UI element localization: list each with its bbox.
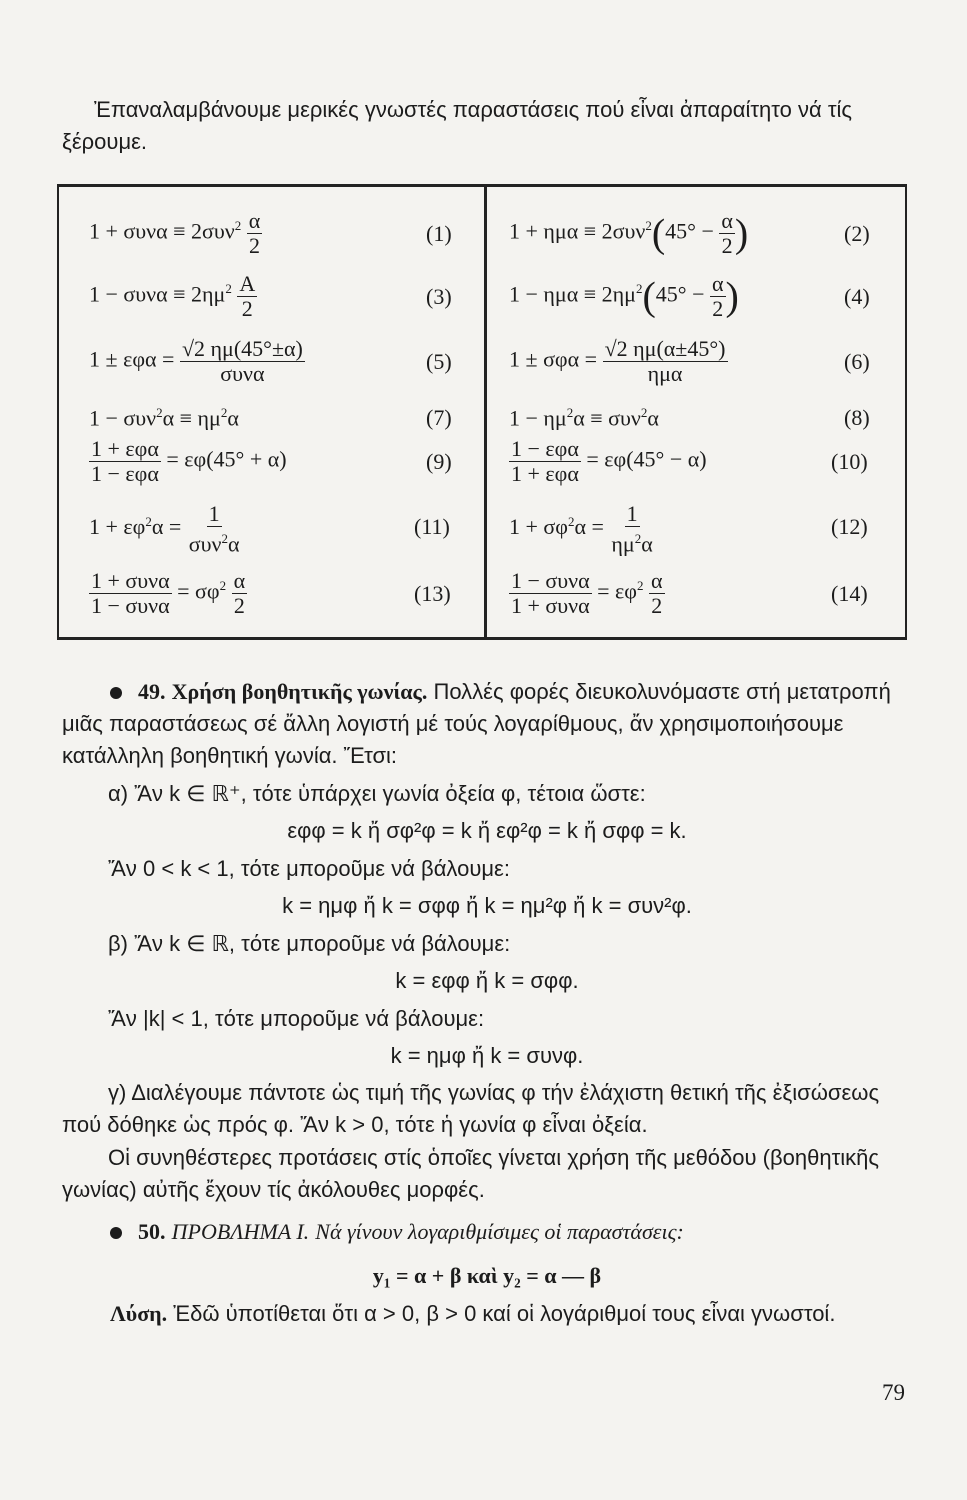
formula-number: (6) — [844, 349, 870, 374]
bullet-icon — [110, 687, 122, 699]
problem-title: ΠΡΟΒΛΗΜΑ Ι. — [171, 1219, 310, 1244]
formula-number: (4) — [844, 284, 870, 309]
intro-paragraph: Ἐπαναλαμβάνουμε μερικές γνωστές παραστάσεις πού εἶναι ἀπαραίτητο νά τίς ξέρουμε. — [62, 97, 853, 154]
formula-number: (11) — [414, 514, 450, 539]
formula-number: (3) — [426, 284, 452, 309]
formula-3: $1 - \sigma\upsilon\nu\alpha \equiv 2\eta\mu^2$ $\frac{A}{2}$ — [89, 271, 256, 321]
formula-5: 1 ± εφα = $\frac{√2 \eta\mu(45^\circ\pm\alpha)}{\text{συνα}}$ — [89, 336, 303, 386]
formula-14: $\frac{\text{1 − συνα}}{\text{1 + συνα}}$ = $\varepsilon\varphi^2$ $\frac{\alpha}{2}$ — [511, 568, 663, 618]
section-number: 50. — [138, 1219, 166, 1244]
problem-formula: y₁ = α + β καὶ y₂ = α — β — [372, 1263, 602, 1288]
formula-7: $1 - \sigma\upsilon\nu^2\alpha \equiv \eta\mu^2\alpha$ — [89, 405, 239, 431]
formula-number: (1) — [426, 221, 452, 246]
formula-9: $\frac{\text{1 + εφα}}{\text{1 − εφα}}$ = εφ(45° + α) — [91, 436, 287, 486]
formula-12: $1 + \sigma\varphi^2\alpha$ = $\frac{1}{\eta\mu^2\alpha}$ — [509, 501, 653, 557]
formula-number: (9) — [426, 449, 452, 474]
closing-paragraph: Οἱ συνηθέστερες προτάσεις στίς ὁποῖες γίνεται χρήση τῆς μεθόδου (βοηθητικῆς γωνίας) αὐτῆς ἔχουν τίς ἀκόλουθες μορφές. — [62, 1145, 880, 1202]
case-b-line2: Ἄν |k| < 1, τότε μποροῦμε νά βάλουμε: — [108, 1006, 485, 1031]
case-b-formula: k = εφφ ἤ k = σφφ. — [395, 968, 579, 993]
case-a-line2: Ἄν 0 < k < 1, τότε μποροῦμε νά βάλουμε: — [108, 856, 510, 881]
formula-number: (14) — [831, 581, 868, 606]
case-a: α) Ἄν k ∈ ℝ⁺, τότε ὑπάρχει γωνία ὀξεία φ, τέτοια ὥστε: — [108, 781, 646, 806]
solution-label: Λύση. — [110, 1301, 168, 1326]
section-number: 49. — [138, 679, 166, 704]
formula-10: $\frac{\text{1 − εφα}}{\text{1 + εφα}}$ = εφ(45° − α) — [511, 436, 707, 486]
case-b: β) Ἄν k ∈ ℝ, τότε μποροῦμε νά βάλουμε: — [108, 931, 511, 956]
formula-1: 1 + συνα ≡ 2συν$^2$ $\frac{\alpha}{2}$ — [89, 208, 261, 258]
section-50 — [62, 1216, 912, 1248]
case-a-formula2: k = ημφ ἤ k = σφφ ἤ k = ημ²φ ἤ k = συν²φ. — [282, 893, 692, 918]
problem-task: Νά γίνουν λογαριθμίσιμες οἱ παραστάσεις: — [315, 1219, 684, 1244]
formula-number: (2) — [844, 221, 870, 246]
case-a-formula: εφφ = k ἤ σφ²φ = k ἤ εφ²φ = k ἤ σφφ = k. — [287, 818, 687, 843]
formula-6: 1 ± σφα = $\frac{√2 \eta\mu(\alpha\pm 45^\circ)}{\text{ημα}}$ — [509, 336, 726, 386]
formula-number: (8) — [844, 405, 870, 430]
formula-11: $1 + \varepsilon\varphi^2\alpha$ = $\frac{1}{\sigma\upsilon\nu^2\alpha}$ — [89, 501, 240, 557]
formula-table — [57, 184, 907, 640]
table-divider — [484, 187, 487, 637]
formula-2: 1 + ημα ≡ 2συν$^2$(45° − $\frac{\alpha}{2}$ ) — [509, 208, 749, 258]
case-b-formula2: k = ημφ ἤ k = συνφ. — [390, 1043, 584, 1068]
section-text: Πολλές φορές διευκολυνόμαστε στή μετατροπή μιᾶς παραστάσεως σέ ἄλλη λογιστή μέ τούς λογαρίθμους, ἄν χρησιμοποιήσουμε κατάλληλη βοηθητική γωνία. Ἔτσι: — [62, 679, 891, 768]
page-number: 79 — [882, 1380, 905, 1405]
formula-4: $1 - \eta\mu\alpha \equiv 2\eta\mu^2(45^\circ$ − $\frac{\alpha}{2}$ ) — [509, 271, 739, 321]
formula-8: $1 - \eta\mu^2\alpha \equiv \sigma\upsilon\nu^2\alpha$ — [509, 405, 659, 431]
formula-number: (12) — [831, 514, 868, 539]
section-49 — [62, 676, 912, 772]
formula-number: (10) — [831, 449, 868, 474]
solution-text: Ἐδῶ ὑποτίθεται ὅτι α > 0, β > 0 καί οἱ λογάριθμοί τους εἶναι γνωστοί. — [173, 1301, 836, 1326]
solution — [62, 1298, 912, 1330]
formula-number: (7) — [426, 405, 452, 430]
case-c: γ) Διαλέγουμε πάντοτε ὡς τιμή τῆς γωνίας φ τήν ἐλάχιστη θετική τῆς ἐξισώσεως πού δόθηκε ὡς πρός φ. Ἄν k > 0, τότε ἡ γωνία φ εἶναι ὀξεία. — [62, 1080, 880, 1137]
formula-number: (13) — [414, 581, 451, 606]
formula-number: (5) — [426, 349, 452, 374]
formula-13: $\frac{\text{1 + συνα}}{\text{1 − συνα}}$ = $\sigma\varphi^2$ $\frac{\alpha}{2}$ — [91, 568, 246, 618]
section-title: Χρήση βοηθητικῆς γωνίας. — [171, 679, 428, 704]
bullet-icon — [110, 1227, 122, 1239]
